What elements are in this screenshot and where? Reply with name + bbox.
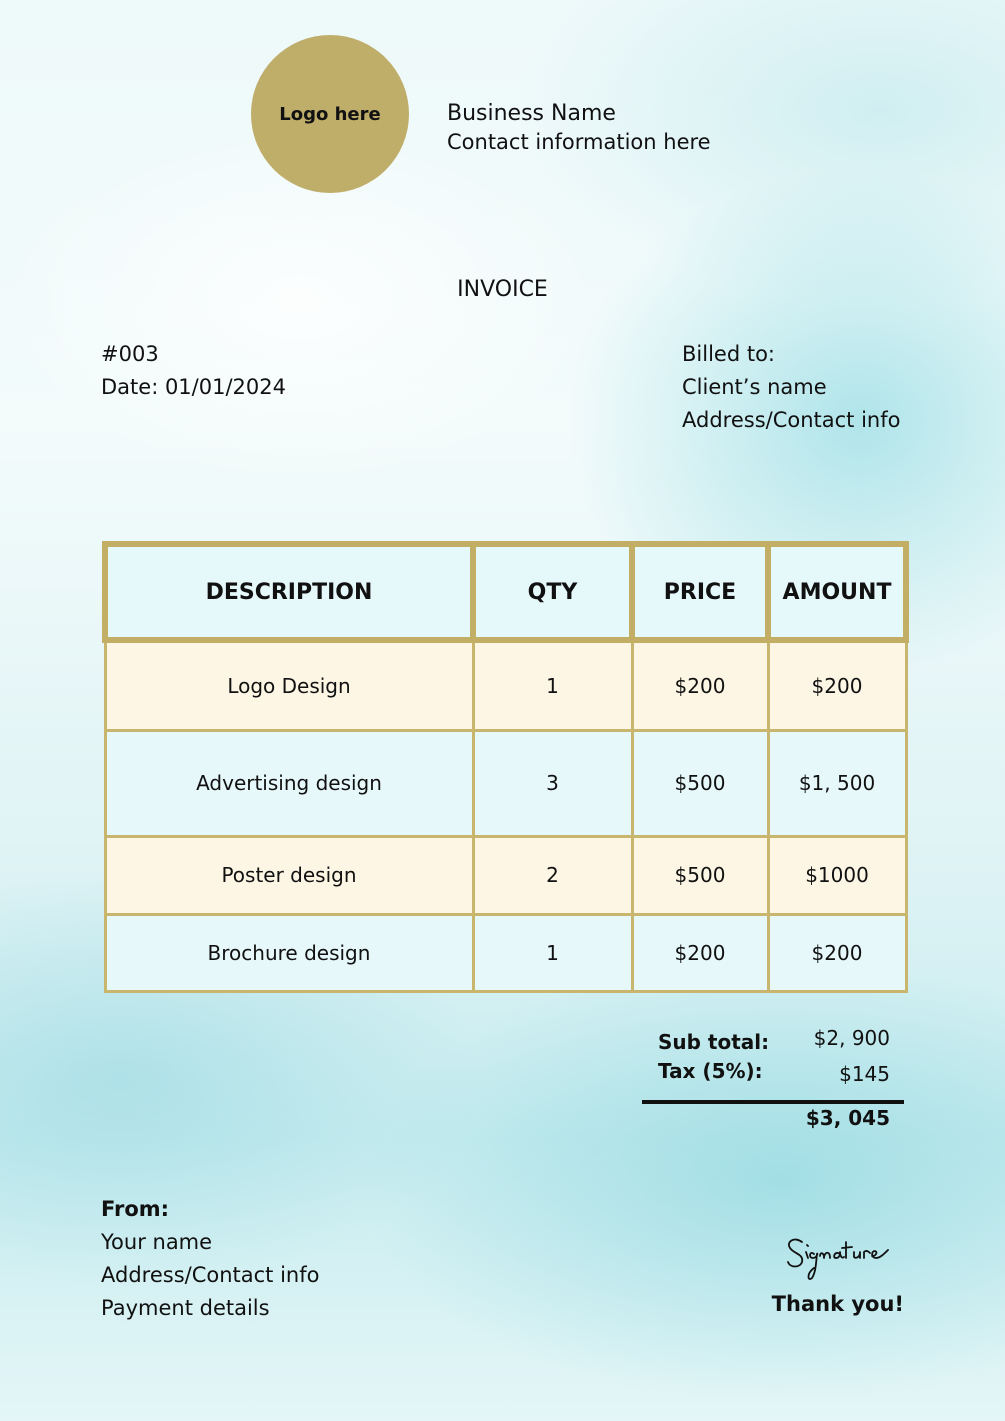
item-price: $200 bbox=[632, 640, 768, 730]
table-row bbox=[105, 640, 906, 730]
item-amount: $200 bbox=[768, 914, 906, 991]
invoice-items-table bbox=[102, 541, 909, 993]
signature-image bbox=[780, 1228, 905, 1283]
item-description: Poster design bbox=[105, 836, 473, 914]
totals-values bbox=[814, 1022, 890, 1094]
item-qty: 1 bbox=[473, 640, 632, 730]
logo-placeholder bbox=[251, 35, 409, 193]
header-qty: QTY bbox=[473, 544, 632, 640]
item-qty: 2 bbox=[473, 836, 632, 914]
invoice-date: Date: 01/01/2024 bbox=[101, 375, 286, 399]
invoice-title: INVOICE bbox=[457, 277, 548, 302]
item-price: $500 bbox=[632, 836, 768, 914]
subtotal-value: $2, 900 bbox=[813, 1026, 890, 1050]
thank-you-note: Thank you! bbox=[771, 1292, 904, 1316]
item-amount: $1, 500 bbox=[768, 730, 906, 836]
item-price: $500 bbox=[632, 730, 768, 836]
header-amount: AMOUNT bbox=[768, 544, 906, 640]
from-name: Your name bbox=[101, 1230, 213, 1254]
from-label: From: bbox=[101, 1197, 170, 1221]
table-row bbox=[105, 730, 906, 836]
business-contact: Contact information here bbox=[447, 130, 711, 154]
logo-text: Logo here bbox=[279, 103, 381, 125]
business-info bbox=[447, 100, 711, 156]
item-amount: $200 bbox=[768, 640, 906, 730]
table-row bbox=[105, 836, 906, 914]
header-description: DESCRIPTION bbox=[105, 544, 473, 640]
table-header-row bbox=[105, 544, 906, 640]
business-name: Business Name bbox=[447, 101, 616, 126]
header-price: PRICE bbox=[632, 544, 768, 640]
invoice-number: #003 bbox=[101, 342, 159, 366]
client-name: Client’s name bbox=[682, 375, 827, 399]
item-price: $200 bbox=[632, 914, 768, 991]
table-row bbox=[105, 914, 906, 991]
grand-total: $3, 045 bbox=[805, 1106, 890, 1130]
item-amount: $1000 bbox=[768, 836, 906, 914]
totals-labels bbox=[658, 1028, 769, 1086]
invoice-meta bbox=[101, 338, 286, 404]
from-address: Address/Contact info bbox=[101, 1263, 320, 1287]
tax-value: $145 bbox=[839, 1062, 890, 1086]
item-description: Logo Design bbox=[105, 640, 473, 730]
client-address: Address/Contact info bbox=[682, 408, 901, 432]
tax-label: Tax (5%): bbox=[658, 1059, 763, 1083]
item-qty: 3 bbox=[473, 730, 632, 836]
subtotal-label: Sub total: bbox=[658, 1030, 770, 1054]
item-description: Brochure design bbox=[105, 914, 473, 991]
item-description: Advertising design bbox=[105, 730, 473, 836]
from-block bbox=[101, 1193, 319, 1325]
totals-divider bbox=[642, 1100, 904, 1104]
billed-to-label: Billed to: bbox=[682, 342, 775, 366]
payment-details: Payment details bbox=[101, 1296, 270, 1320]
billed-to bbox=[682, 338, 900, 437]
item-qty: 1 bbox=[473, 914, 632, 991]
